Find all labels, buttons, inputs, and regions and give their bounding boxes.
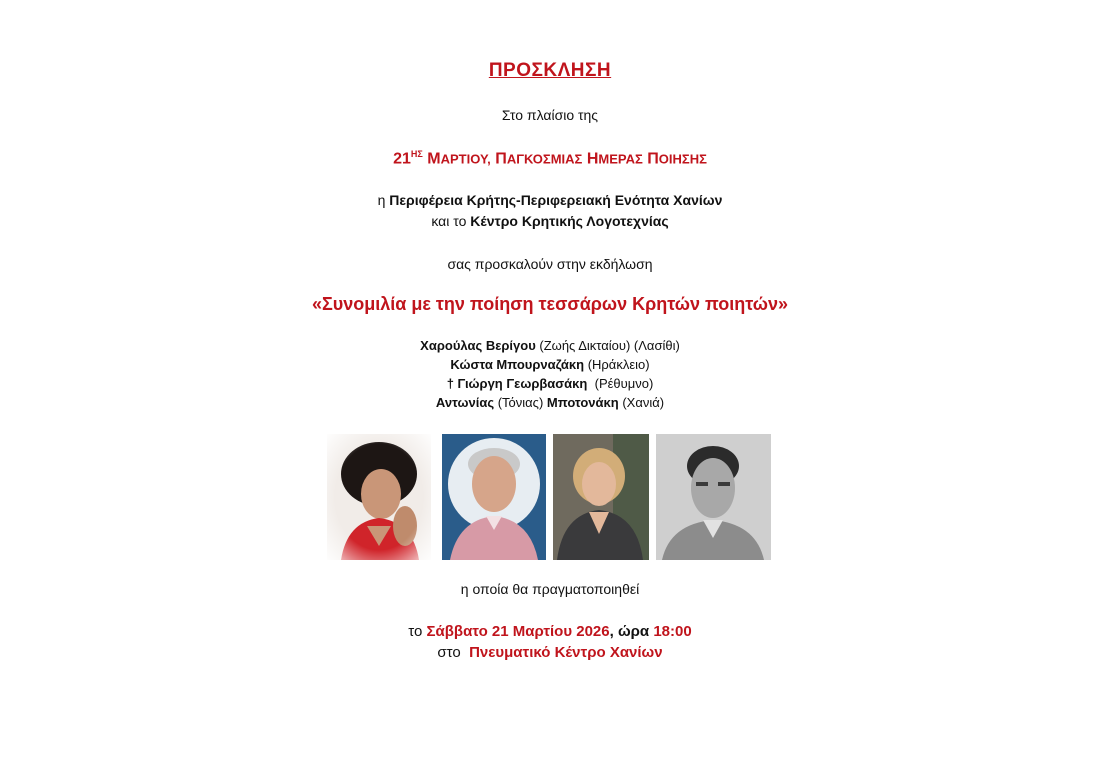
poet-photo xyxy=(553,434,649,560)
world-poetry-day-heading: $21^{H\Sigma}$ ΜΑΡΤΙΟΥ, ΠΑΓΚΟΣΜΙΑΣ ΗΜΕΡΑΣ ΠΟΙΗΣΗΣ xyxy=(393,149,707,168)
invite-text: σας προσκαλούν στην εκδήλωση xyxy=(447,256,653,272)
poet-line: Αντωνίας (Τόνιας) Μποτονάκη (Χανιά) xyxy=(435,395,665,410)
poet-photo xyxy=(656,434,771,560)
event-datetime: το Σάββατο 21 Μαρτίου 2026, ώρα 18:00 xyxy=(408,623,692,640)
invitation-title: ΠΡΟΣΚΛΗΣΗ xyxy=(488,60,612,81)
organizer-line-1: η Περιφέρεια Κρήτης-Περιφερειακή Ενότητα Χανίων xyxy=(377,192,723,208)
poet-line: Χαρούλας Βερίγου (Ζωής Δικταίου) (Λασίθι) xyxy=(420,338,680,353)
poet-line: † Γιώργη Γεωρβασάκη (Ρέθυμνο) xyxy=(446,376,654,391)
poet-photo xyxy=(442,434,546,560)
event-title: «Συνομιλία με την ποίηση τεσσάρων Κρητών ποιητών» xyxy=(311,294,789,314)
event-location: στο Πνευματικό Κέντρο Χανίων xyxy=(437,644,663,661)
held-text: η οποία θα πραγματοποιηθεί xyxy=(460,581,640,597)
poet-line: Κώστα Μπουρναζάκη (Ηράκλειο) xyxy=(450,357,650,372)
organizer-line-2: και το Κέντρο Κρητικής Λογοτεχνίας xyxy=(431,213,669,229)
poet-photo xyxy=(327,434,431,560)
context-text: Στο πλαίσιο της xyxy=(501,107,599,123)
